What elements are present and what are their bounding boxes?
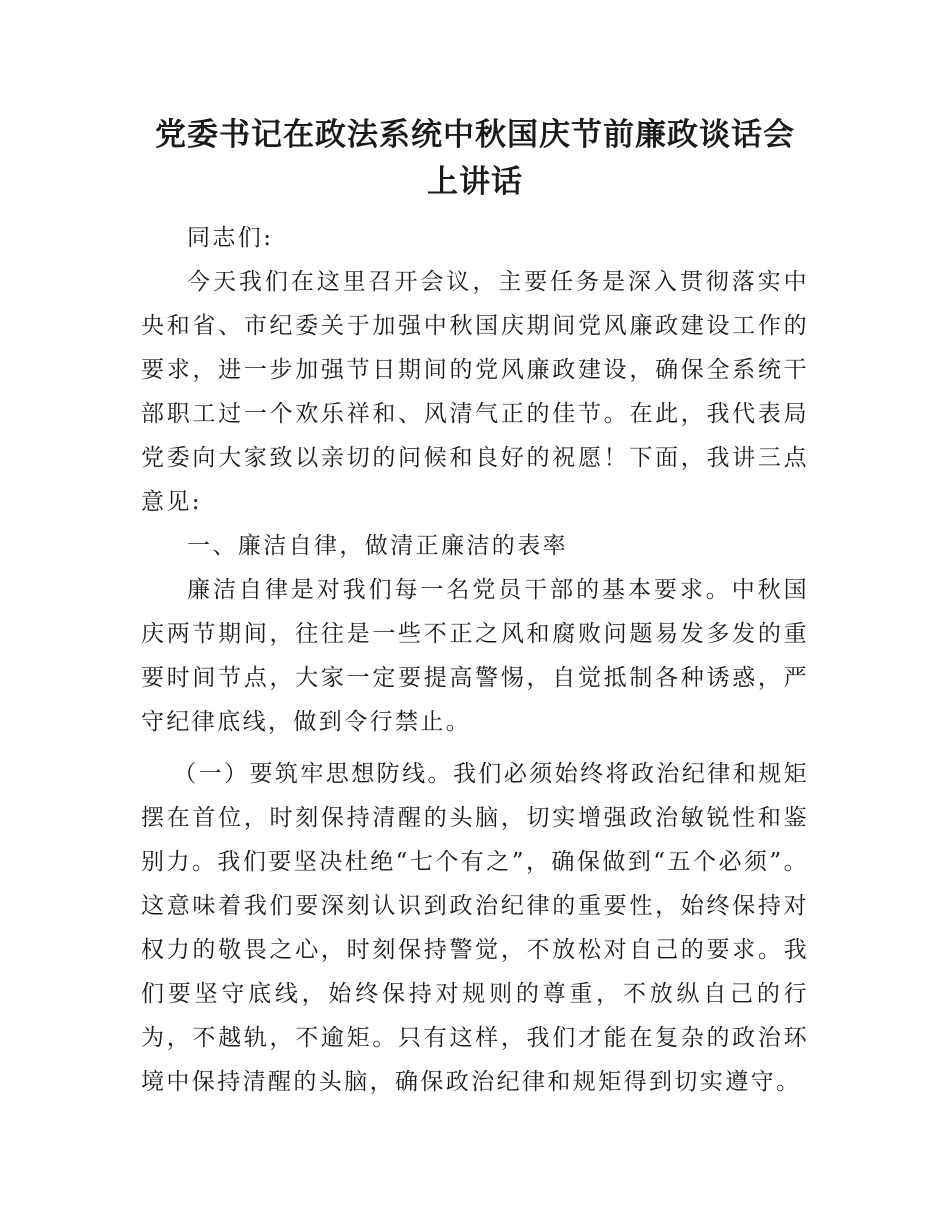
salutation: 同志们: <box>187 225 274 251</box>
intro-paragraph: 今天我们在这里召开会议，主要任务是深入贯彻落实中央和省、市纪委关于加强中秋国庆期间党风廉政建设工作的要求，进一步加强节日期间的党风廉政建设，确保全系统干部职工过一个欢乐祥和、风清气正的佳节。在此，我代表局党委向大家致以亲切的问候和良好的祝愿！下面，我讲三点意见: <box>141 269 809 515</box>
document-title: 党委书记在政法系统中秋国庆节前廉政谈话会上讲话 <box>155 117 795 200</box>
document-body <box>141 216 809 1104</box>
section-heading-1: 一、廉洁自律，做清正廉洁的表率 <box>187 533 568 559</box>
subsection-1-paragraph: （一）要筑牢思想防线。我们必须始终将政治纪律和规矩摆在首位，时刻保持清醒的头脑，切实增强政治敏锐性和鉴别力。我们要坚决杜绝“七个有之”，确保做到“五个必须”。这意味着我们要深刻认识到政治纪律的重要性，始终保持对权力的敬畏之心，时刻保持警觉，不放松对自己的要求。我们要坚守底线，始终保持对规则的尊重，不放纵自己的行为，不越轨，不逾矩。只有这样，我们才能在复杂的政治环境中保持清醒的头脑，确保政治纪律和规矩得到切实遵守。 <box>141 761 809 1095</box>
section-1-paragraph: 廉洁自律是对我们每一名党员干部的基本要求。中秋国庆两节期间，往往是一些不正之风和腐败问题易发多发的重要时间节点，大家一定要提高警惕，自觉抵制各种诱惑，严守纪律底线，做到令行禁止。 <box>141 577 809 735</box>
